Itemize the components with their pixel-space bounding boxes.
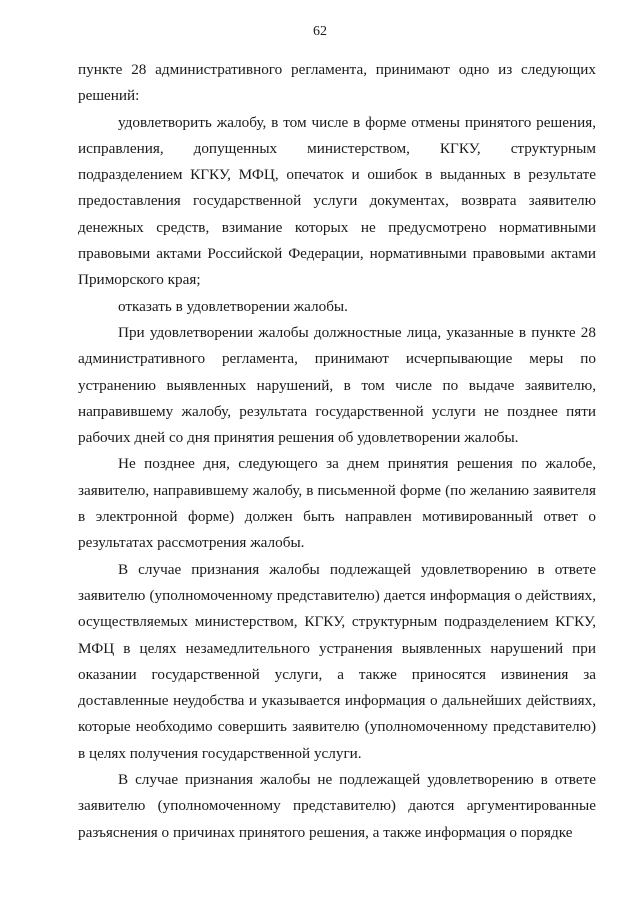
paragraph-refuse-complaint: отказать в удовлетворении жалобы. [118, 297, 348, 315]
page-number: 62 [313, 24, 327, 39]
document-body [78, 57, 596, 846]
paragraph-continuation: пункте 28 административного регламента, принимают одно из следующих решений: [78, 61, 596, 105]
paragraph-satisfy-complaint: удовлетворить жалобу, в том числе в форме отмены принятого решения, исправления, допущенных министерством, КГКУ, структурным подразделением КГКУ, МФЦ, опечаток и ошибок в выданных в результате предоставления государственной услуги документах, возврата заявителю денежных средств, взимание которых не предусмотрено нормативными правовыми актами Российской Федерации, нормативными правовыми актами Приморского края; [78, 113, 596, 289]
paragraph-response-deadline: Не позднее дня, следующего за днем принятия решения по жалобе, заявителю, направившему жалобу, в письменной форме (по желанию заявителя в электронной форме) должен быть направлен мотивированный ответ о результатах рассмотрения жалобы. [78, 455, 596, 552]
paragraph-rejected-response: В случае признания жалобы не подлежащей удовлетворению в ответе заявителю (уполномоченному представителю) даются аргументированные разъяснения о причинах принятого решения, а также информация о порядке [78, 771, 596, 841]
paragraph-satisfied-response: В случае признания жалобы подлежащей удовлетворению в ответе заявителю (уполномоченному представителю) дается информация о действиях, осуществляемых министерством, КГКУ, структурным подразделением КГКУ, МФЦ в целях незамедлительного устранения выявленных нарушений при оказании государственной услуги, а также приносятся извинения за доставленные неудобства и указывается информация о дальнейших действиях, которые необходимо совершить заявителю (уполномоченному представителю) в целях получения государственной услуги. [78, 560, 596, 762]
paragraph-remedy-measures: При удовлетворении жалобы должностные лица, указанные в пункте 28 административного регламента, принимают исчерпывающие меры по устранению выявленных нарушений, в том числе по выдаче заявителю, направившему жалобу, результата государственной услуги не позднее пяти рабочих дней со дня принятия решения об удовлетворении жалобы. [78, 323, 596, 447]
